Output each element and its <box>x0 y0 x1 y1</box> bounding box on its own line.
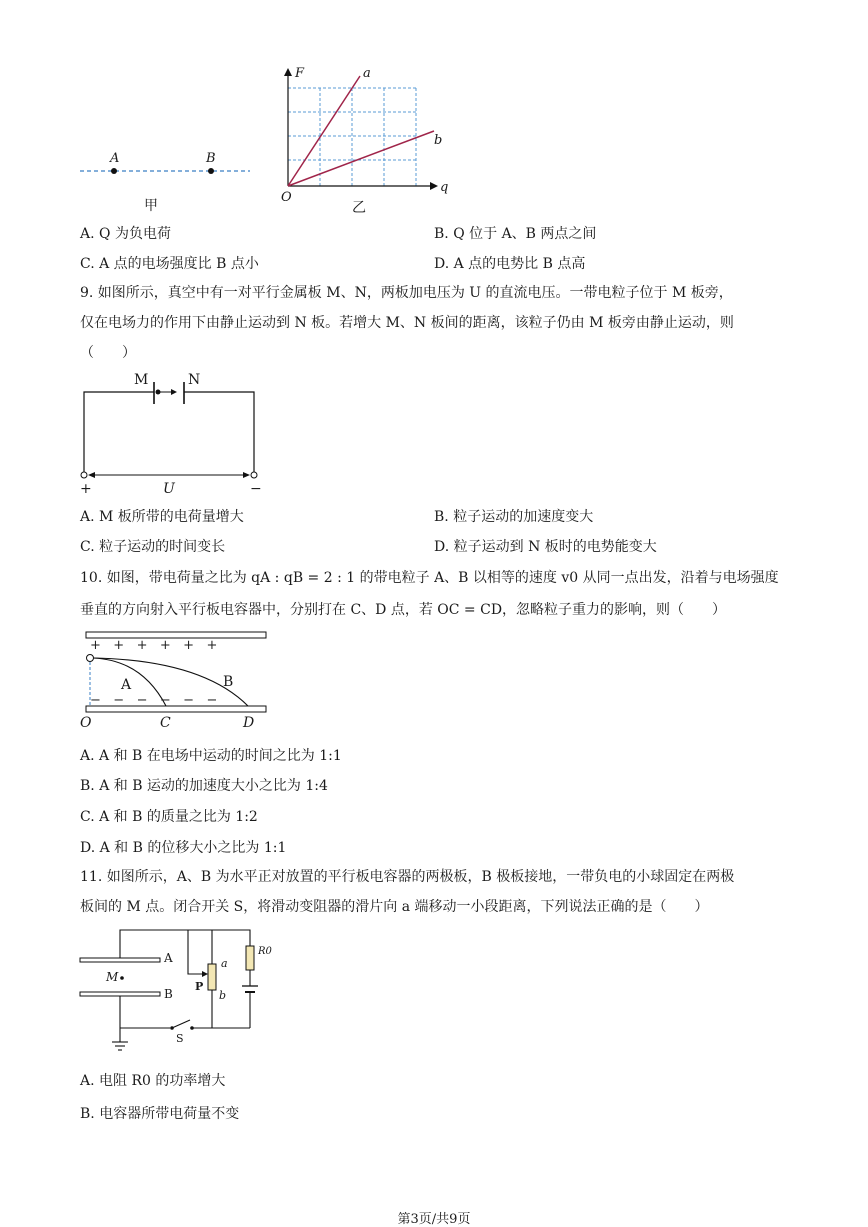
q11-fig-label-b-end: b <box>219 989 227 1002</box>
page-footer: 第3页/共9页 <box>397 1212 471 1227</box>
fig-yi-line-b-label: b <box>434 133 443 148</box>
fig-yi-origin: O <box>281 190 292 205</box>
q10-fig-label-o: O <box>80 715 92 731</box>
q11-fig-label-a-end: a <box>221 957 228 970</box>
q10-fig-label-d: D <box>243 715 255 731</box>
q11-fig-label-s: S <box>176 1032 184 1045</box>
fig-yi-caption: 乙 <box>352 200 366 216</box>
q10-option-d: D. A 和 B 的位移大小之比为 1:1 <box>80 840 287 856</box>
q11-fig-label-p: P <box>195 980 204 993</box>
q10-option-b: B. A 和 B 运动的加速度大小之比为 1:4 <box>80 778 328 794</box>
q9-fig-label-n: N <box>188 372 201 388</box>
q8-option-a: A. Q 为负电荷 <box>80 226 171 242</box>
q11-fig-label-m: M <box>106 970 119 984</box>
q9-fig-plus: + <box>80 481 92 497</box>
q10-fig-label-a: A <box>121 677 132 693</box>
q10-fig-label-b: B <box>223 674 234 690</box>
q8-option-c: C. A 点的电场强度比 B 点小 <box>80 256 259 272</box>
q10-fig-label-c: C <box>160 715 171 731</box>
q9-stem-line1: 9. 如图所示，真空中有一对平行金属板 M、N，两板加电压为 U 的直流电压。一带电粒子位于 M 板旁， <box>80 285 733 301</box>
fig-jia-label-b: B <box>206 151 216 166</box>
line-a <box>288 76 360 186</box>
q9-stem-line2: 仅在电场力的作用下由静止运动到 N 板。若增大 M、N 板间的距离，该粒子仍由 M 板旁由静止运动，则 <box>80 315 734 331</box>
fig-yi-axis-x: q <box>440 180 449 195</box>
fig-jia-caption: 甲 <box>144 198 158 214</box>
q9-fig-label-m: M <box>134 372 149 388</box>
figure-yi <box>282 66 452 196</box>
figure-jia <box>78 150 258 190</box>
q11-stem-line2: 板间的 M 点。闭合开关 S，将滑动变阻器的滑片向 a 端移动一小段距离，下列说法正确的是（ ） <box>80 899 709 915</box>
q11-fig-label-b-plate: B <box>164 987 173 1001</box>
q11-fig-label-a-plate: A <box>164 951 173 965</box>
q10-option-c: C. A 和 B 的质量之比为 1:2 <box>80 809 258 825</box>
q9-option-c: C. 粒子运动的时间变长 <box>80 539 226 555</box>
fig-jia-label-a: A <box>110 151 120 166</box>
q11-fig-label-r0: R0 <box>258 946 272 957</box>
line-b <box>288 131 434 186</box>
q10-stem-line2: 垂直的方向射入平行板电容器中，分别打在 C、D 点，若 OC = CD，忽略粒子重力的影响，则（ ） <box>80 602 727 618</box>
q8-option-d: D. A 点的电势比 B 点高 <box>434 256 586 272</box>
q8-option-b: B. Q 位于 A、B 两点之间 <box>434 226 597 242</box>
q9-stem-line3: （ ） <box>80 345 136 361</box>
q10-fig-minus-row: − − − − − − <box>90 693 218 708</box>
point-b-dot <box>208 168 214 174</box>
q9-fig-minus: − <box>250 481 262 497</box>
q10-fig-plus-row: + + + + + + <box>90 638 218 653</box>
q11-option-b: B. 电容器所带电荷量不变 <box>80 1106 240 1122</box>
figure-q9-circuit <box>78 372 268 482</box>
q11-option-a: A. 电阻 R0 的功率增大 <box>80 1073 226 1089</box>
q10-stem-line1: 10. 如图，带电荷量之比为 qA : qB = 2 : 1 的带电粒子 A、B 以相等的速度 v0 从同一点出发，沿着与电场强度 <box>80 570 779 586</box>
fig-yi-line-a-label: a <box>363 66 371 81</box>
point-a-dot <box>111 168 117 174</box>
q9-option-b: B. 粒子运动的加速度变大 <box>434 509 594 525</box>
q11-stem-line1: 11. 如图所示，A、B 为水平正对放置的平行板电容器的两极板，B 极板接地，一带负电的小球固定在两极 <box>80 869 735 885</box>
q9-option-a: A. M 板所带的电荷量增大 <box>80 509 244 525</box>
q9-fig-u: U <box>163 481 175 497</box>
fig-yi-axis-y: F <box>295 66 305 81</box>
q10-option-a: A. A 和 B 在电场中运动的时间之比为 1:1 <box>80 748 342 764</box>
q9-option-d: D. 粒子运动到 N 板时的电势能变大 <box>434 539 657 555</box>
